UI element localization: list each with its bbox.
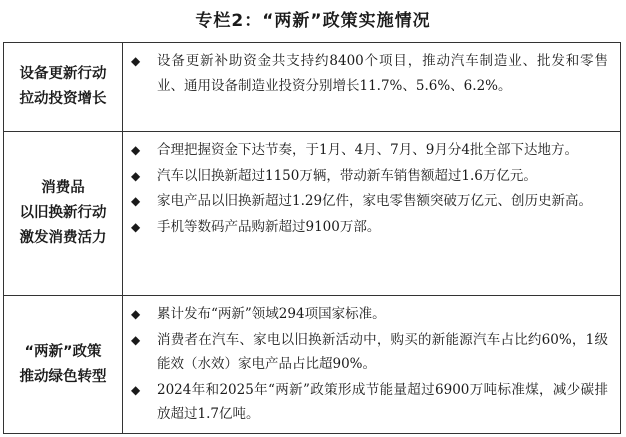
list-item-text: 累计发布“两新”领域294项国家标准。 (157, 306, 386, 322)
row-label (4, 43, 123, 131)
list-item (129, 378, 608, 427)
row-label-line: 推动绿色转型 (19, 368, 107, 385)
list-item (129, 215, 608, 240)
diamond-bullet-icon: ◆ (131, 168, 141, 183)
list-item (129, 138, 608, 163)
diamond-bullet-icon: ◆ (131, 307, 141, 321)
diamond-bullet-icon: ◆ (131, 219, 141, 234)
list-item (129, 189, 608, 214)
diamond-bullet-icon: ◆ (131, 143, 141, 157)
row-content (123, 296, 620, 433)
box-title: 专栏2：“两新”政策实施情况 (195, 11, 431, 31)
row-label-line: 激发消费活力 (19, 230, 107, 246)
policy-table (3, 42, 621, 434)
row-label (4, 296, 123, 433)
row-content (123, 132, 620, 295)
row-label-line: 拉动投资增长 (19, 91, 107, 107)
list-item-text: 手机等数码产品购新超过9100万部。 (157, 218, 381, 235)
list-item-text: 家电产品以旧换新超过1.29亿件，家电零售额突破万亿元、创历史新高。 (157, 193, 593, 209)
list-item-text: 汽车以旧换新超过1150万辆，带动新车销售额超过1.6万亿元。 (157, 167, 537, 184)
row-label (4, 132, 123, 295)
diamond-bullet-icon: ◆ (131, 332, 141, 347)
diamond-bullet-icon: ◆ (131, 54, 141, 68)
row-label-line: 消费品 (41, 180, 85, 196)
list-item-text: 2024年和2025年“两新”政策形成节能量超过6900万吨标准煤，减少碳排放超过1.7亿吨。 (157, 381, 608, 422)
list-item-text: 消费者在汽车、家电以旧换新活动中，购买的新能源汽车占比约60%，1级能效（水效）家电产品占比超90%。 (157, 331, 608, 372)
list-item (129, 49, 608, 98)
table-row (4, 43, 620, 132)
diamond-bullet-icon: ◆ (131, 194, 141, 208)
row-content (123, 43, 620, 131)
list-item (129, 302, 608, 327)
row-label-line: “两新”政策 (24, 343, 102, 360)
list-item-text: 设备更新补助资金共支持约8400个项目，推动汽车制造业、批发和零售业、通用设备制造业投资分别增长11.7%、5.6%、6.2%。 (157, 53, 608, 94)
table-row (4, 132, 620, 296)
list-item (129, 328, 608, 377)
list-item (129, 164, 608, 189)
list-item-text: 合理把握资金下达节奏，于1月、4月、7月、9月分4批全部下达地方。 (157, 142, 578, 158)
diamond-bullet-icon: ◆ (131, 382, 141, 397)
row-label-line: 设备更新行动 (19, 66, 107, 82)
row-label-line: 以旧换新行动 (19, 205, 107, 221)
table-row (4, 296, 620, 433)
